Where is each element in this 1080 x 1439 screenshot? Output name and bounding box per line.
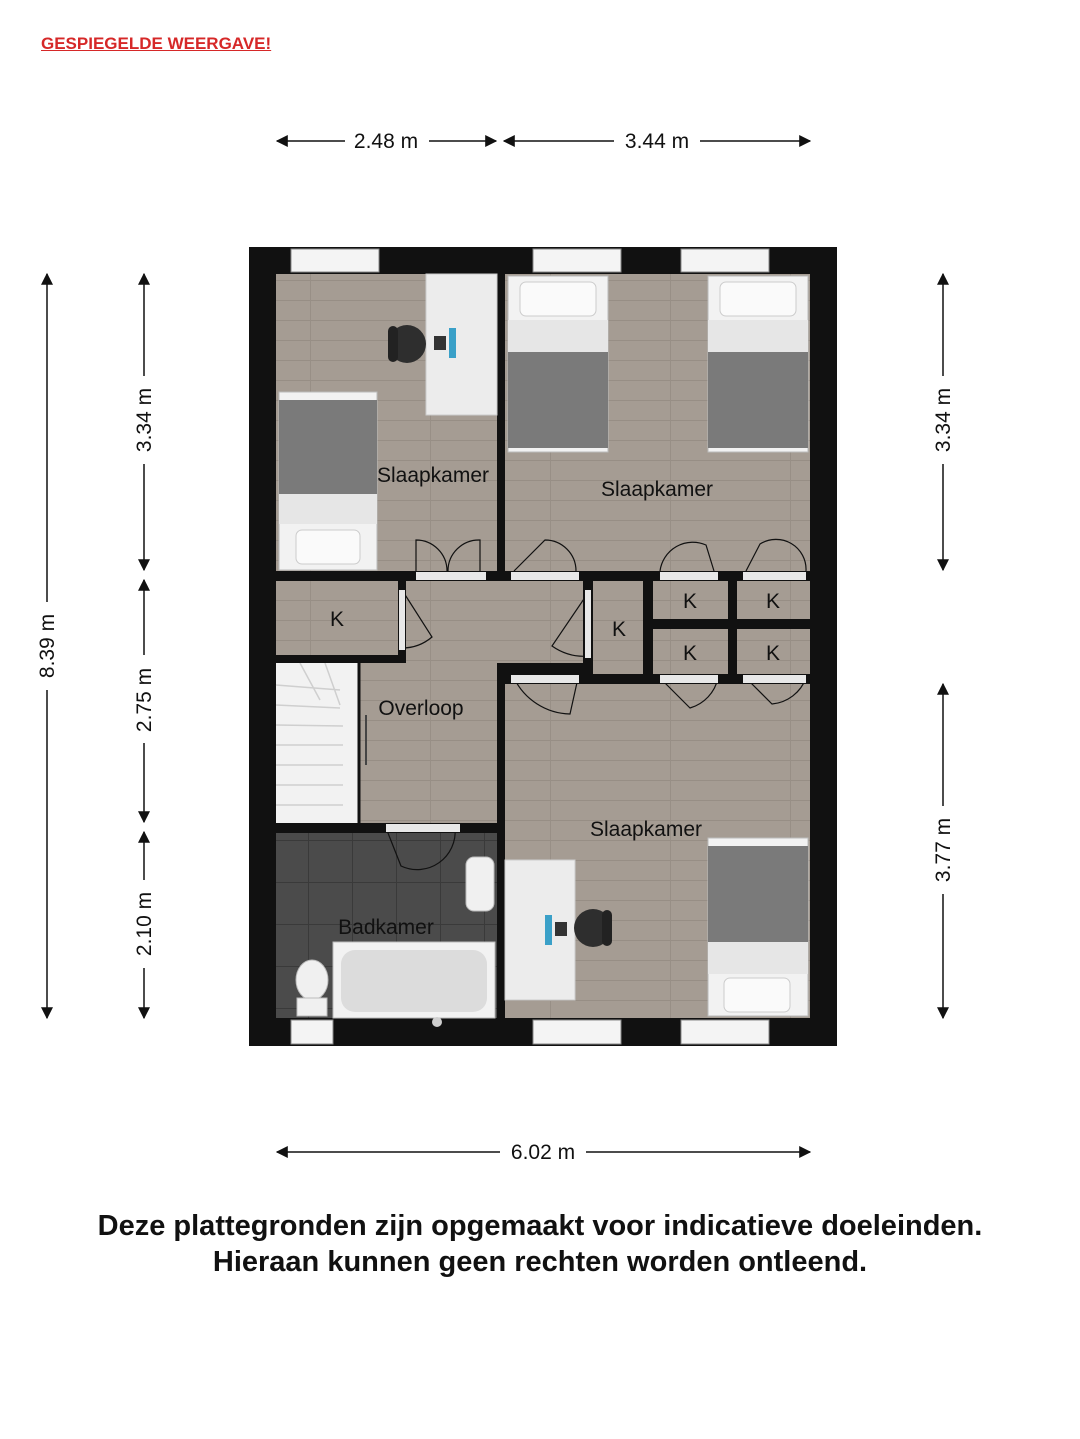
staircase xyxy=(276,663,366,823)
dimension-left-total xyxy=(36,274,59,1018)
room-label-bedroom-top-left: Slaapkamer xyxy=(376,464,490,487)
dimension-right-upper xyxy=(932,274,955,570)
dimension-left-middle xyxy=(133,580,156,822)
toilet-icon xyxy=(296,960,328,1016)
room-label-closet-top-2: K xyxy=(765,590,781,613)
room-label-closet-left: K xyxy=(329,608,345,631)
room-label-closet-center: K xyxy=(611,618,627,641)
dimension-label: 2.48 m xyxy=(353,130,419,153)
dimension-label: 3.34 m xyxy=(133,387,156,453)
chair-icon xyxy=(574,909,612,947)
dimension-label: 6.02 m xyxy=(510,1141,576,1164)
dimension-label: 3.34 m xyxy=(932,387,955,453)
room-label-closet-bottom-1: K xyxy=(682,642,698,665)
dimension-left-upper xyxy=(133,274,156,570)
room-label-bedroom-top-right: Slaapkamer xyxy=(600,478,714,501)
dimension-label: 8.39 m xyxy=(36,613,59,679)
room-label-closet-bottom-2: K xyxy=(765,642,781,665)
dimension-label: 3.44 m xyxy=(624,130,690,153)
room-label-landing: Overloop xyxy=(378,697,464,720)
bed-top-left xyxy=(279,392,377,570)
dimension-left-lower xyxy=(133,832,156,1018)
floor-landing-right xyxy=(497,581,583,663)
bed-top-right-2 xyxy=(708,276,808,452)
disclaimer-line-1: Deze plattegronden zijn opgemaakt voor indicatieve doeleinden. xyxy=(97,1210,983,1242)
dimension-right-lower xyxy=(932,684,955,1018)
desk-bottom-right xyxy=(505,860,575,1000)
bed-bottom-right xyxy=(708,838,808,1016)
dimension-top-left xyxy=(277,130,496,153)
room-label-bathroom: Badkamer xyxy=(338,916,434,939)
disclaimer xyxy=(0,1208,1080,1280)
desk-top-left xyxy=(426,274,497,415)
dimension-label: 2.10 m xyxy=(133,891,156,957)
bed-top-right-1 xyxy=(508,276,608,452)
dimension-bottom xyxy=(277,1141,810,1164)
room-label-bedroom-bottom-right: Slaapkamer xyxy=(589,818,703,841)
floor-landing-lower xyxy=(359,663,497,823)
dimension-top-right xyxy=(504,130,810,153)
dimension-label: 3.77 m xyxy=(932,817,955,883)
room-label-closet-top-1: K xyxy=(682,590,698,613)
chair-icon xyxy=(388,325,426,363)
sink-icon xyxy=(466,857,494,911)
dimension-label: 2.75 m xyxy=(133,667,156,733)
mirrored-view-warning: GESPIEGELDE WEERGAVE! xyxy=(41,34,272,53)
bathtub-icon xyxy=(333,942,495,1027)
disclaimer-line-2: Hieraan kunnen geen rechten worden ontleend. xyxy=(212,1246,868,1278)
